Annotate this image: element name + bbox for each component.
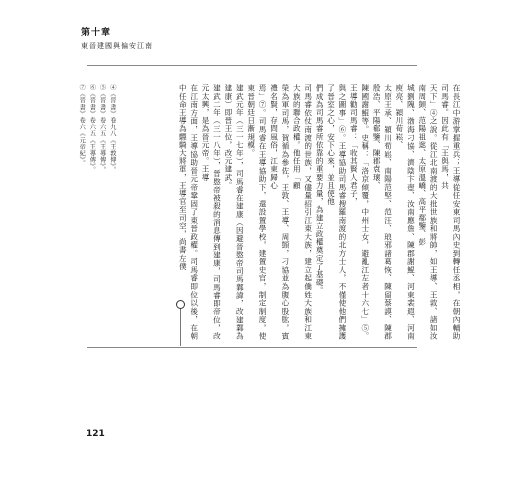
text-column: 與之圖事」⑥。王導協助司馬睿搜羅南渡的北方士人，不僅使他們擁護了晉室之心，安下心來，並且使他 [326, 84, 347, 340]
ornament-line [180, 306, 181, 346]
chapter-heading [81, 28, 153, 51]
footnote: ⑦《晉書》卷六《元帝紀》。 [78, 84, 86, 167]
text-column: 司馬睿依仗南渡的世族，又儘量招引江東大族，建立起僑姓大族和江東大族的聯合政權。他任用「顧 [292, 84, 313, 340]
text-column: 建武二年（三一八年），晉愍帝被殺的消息傳到建康，司馬睿即帝位，改元太興，是為晉元帝。王導 [201, 84, 222, 340]
chapter-title: 第十章 [81, 28, 112, 38]
footnote: ⑥《晉書》卷六五《王導傳》。 [88, 84, 96, 174]
text-column: 焉」⑦。司馬睿在王導協助下，還設置學校，建置史官，制定制度，使東晉朝廷日漸規模。 [246, 84, 268, 340]
ornament-circle [176, 300, 185, 309]
text-column: 在江南方面，王導協助晉元帝鞏固了東晉政權。司馬睿即位以後，在朝中任命王導為驃騎大將軍，王導官至司空，尚書左僕 [178, 84, 199, 340]
footnotes [76, 84, 117, 180]
page-number: 121 [86, 429, 105, 439]
main-text [177, 84, 462, 340]
footnote: ④《晉書》卷九八《王敦傳》。 [108, 84, 116, 174]
text-column: 在長江中游掌握重兵；王導從任安東司馬內史到轉任丞相，在朝內輔助司馬睿。因此有「王與馬，共 [440, 84, 461, 340]
text-column: 建武元年（三一七年），司馬睿在建康（因避晉愍帝司馬鄴諱，改建鄴為建康）即晉王位，改元建武。 [223, 84, 245, 340]
text-column: 太原王承、潁川荀崧、南陽范堅、范汪、琅邪諸葛恢、陳留蔡謨、陳郡殷浩、平陽郗鑒、陳郡袁瓌、 [372, 84, 393, 340]
chapter-subtitle: 東晉建國與偏安江南 [81, 42, 153, 50]
text-column: 城劉隗、渤海刁協、濟陰卞壺、汝南應詹、陳郡謝鯤、河東裴遐、河南庾亮、潁川荀崧、 [394, 84, 416, 340]
top-rule [87, 65, 417, 66]
text-column: 榮為軍司馬，賀循為參佐，王敦、王導、周顗，刁協並為腹心股肱，賓禮名賢，存問風俗，江東歸心 [269, 84, 290, 340]
text-column: 天下」④之說。從江北南渡的大批世族和將帥，如王導、王敦、諸如汝南周顗、范陽祖逖、太原溫嶠、高平郗鑒、彭 [417, 84, 439, 340]
footnote: ⑤《晉書》卷六五《王導傳》。 [98, 84, 106, 174]
text-column: 陳國謝鯤等。史稱：「洛京傾覆，中州士女，避亂江左者十六七」⑤。王導勸司馬睿：「收其賢人君子， [349, 84, 370, 340]
text-column: 們成為司馬睿所依靠的重要力量，為建立政權奠定了基礎。 [315, 84, 325, 295]
bottom-rule [87, 347, 417, 348]
